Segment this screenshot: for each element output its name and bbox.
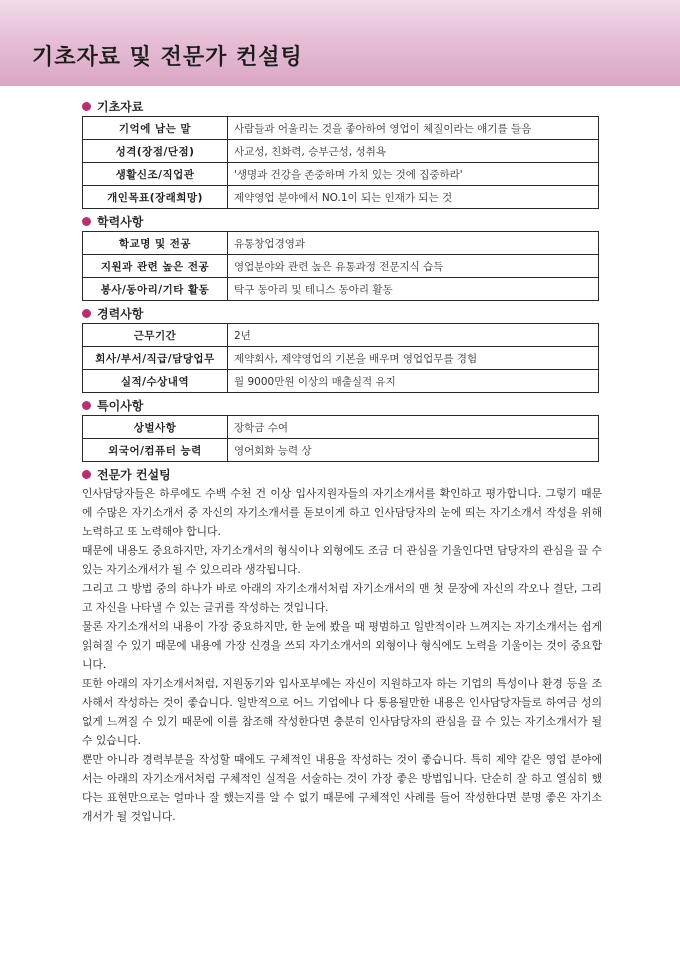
table-row [83, 186, 599, 209]
row-label: 외국어/컴퓨터 능력 [83, 439, 228, 462]
row-value: 사람들과 어울리는 것을 좋아하여 영업이 체질이라는 얘기를 들음 [228, 117, 599, 140]
section-title: 기초자료 [97, 99, 144, 114]
table-row [83, 324, 599, 347]
table-row [83, 347, 599, 370]
bullet-icon [82, 309, 91, 318]
table-row [83, 439, 599, 462]
table-row [83, 370, 599, 393]
bullet-icon [82, 102, 91, 111]
table-row [83, 140, 599, 163]
table-row [83, 163, 599, 186]
row-label: 학교명 및 전공 [83, 232, 228, 255]
consulting-text [82, 484, 602, 826]
row-label: 생활신조/직업관 [83, 163, 228, 186]
section-heading-education [82, 211, 602, 231]
section-heading-basic [82, 96, 602, 116]
bullet-icon [82, 217, 91, 226]
paragraph: 그리고 그 방법 중의 하나가 바로 아래의 자기소개서처럼 자기소개서의 맨 첫 문장에 자신의 각오나 결단, 그리고 자신을 나타낼 수 있는 글귀를 작성하는 것입니다. [82, 582, 602, 614]
page-header [0, 0, 680, 86]
row-value: 월 9000만원 이상의 매출실적 유지 [228, 370, 599, 393]
row-value: 제약영업 분야에서 NO.1이 되는 인재가 되는 것 [228, 186, 599, 209]
section-heading-consulting [82, 464, 602, 484]
basic-info-table [82, 116, 599, 209]
row-value: 탁구 동아리 및 테니스 동아리 활동 [228, 278, 599, 301]
document-body [82, 96, 602, 826]
page-title: 기초자료 및 전문가 컨설팅 [32, 45, 303, 70]
table-row [83, 416, 599, 439]
table-row [83, 232, 599, 255]
row-label: 지원과 관련 높은 전공 [83, 255, 228, 278]
bullet-icon [82, 401, 91, 410]
row-value: 사교성, 친화력, 승부근성, 성취욕 [228, 140, 599, 163]
section-heading-special [82, 395, 602, 415]
section-heading-career [82, 303, 602, 323]
row-label: 성격(장점/단점) [83, 140, 228, 163]
paragraph: 때문에 내용도 중요하지만, 자기소개서의 형식이나 외형에도 조금 더 관심을 기울인다면 담당자의 관심을 끌 수 있는 자기소개서가 될 수 있으리라 생각됩니다. [82, 544, 602, 576]
table-row [83, 255, 599, 278]
row-value: 장학금 수여 [228, 416, 599, 439]
table-row [83, 278, 599, 301]
career-table [82, 323, 599, 393]
section-title: 특이사항 [97, 398, 144, 413]
row-value: 영업분야와 관련 높은 유통과정 전문지식 습득 [228, 255, 599, 278]
table-row [83, 117, 599, 140]
paragraph: 인사담당자들은 하루에도 수백 수천 건 이상 입사지원자들의 자기소개서를 확인하고 평가합니다. 그렇기 때문에 수많은 자기소개서 중 자신의 자기소개서를 돋보이게 하고 인사담당자의 눈에 띄는 자기소개서 작성을 위해 노력하고 또 노력해야 합니다. [82, 487, 602, 538]
row-label: 근무기간 [83, 324, 228, 347]
row-value: 제약회사, 제약영업의 기본을 배우며 영업업무를 경험 [228, 347, 599, 370]
paragraph: 뿐만 아니라 경력부분을 작성할 때에도 구체적인 내용을 작성하는 것이 좋습니다. 특히 제약 같은 영업 분야에서는 아래의 자기소개서처럼 구체적인 실적을 서술하는 것이 가장 좋은 방법입니다. 단순히 잘 하고 열심히 했다는 표현만으로는 얼마나 잘 했는지를 알 수 없기 때문에 구체적인 사례를 들어 작성한다면 분명 좋은 자기소개서가 될 것입니다. [82, 753, 602, 823]
row-value: 영어회화 능력 상 [228, 439, 599, 462]
row-label: 기억에 남는 말 [83, 117, 228, 140]
special-table [82, 415, 599, 462]
row-value: 유통창업경영과 [228, 232, 599, 255]
bullet-icon [82, 470, 91, 479]
row-label: 실적/수상내역 [83, 370, 228, 393]
row-label: 상벌사항 [83, 416, 228, 439]
section-title: 학력사항 [97, 214, 144, 229]
row-label: 회사/부서/직급/담당업무 [83, 347, 228, 370]
section-title: 경력사항 [97, 306, 144, 321]
education-table [82, 231, 599, 301]
section-title: 전문가 컨설팅 [97, 467, 171, 482]
paragraph: 물론 자기소개서의 내용이 가장 중요하지만, 한 눈에 봤을 때 평범하고 일반적이라 느껴지는 자기소개서는 쉽게 읽혀질 수 있기 때문에 내용에 가장 신경을 쓰되 자기소개서의 외형이나 형식에도 노력을 기울이는 것이 중요합니다. [82, 620, 602, 671]
row-label: 봉사/동아리/기타 활동 [83, 278, 228, 301]
row-label: 개인목표(장래희망) [83, 186, 228, 209]
row-value: '생명과 건강을 존중하며 가치 있는 것에 집중하라' [228, 163, 599, 186]
row-value: 2년 [228, 324, 599, 347]
paragraph: 또한 아래의 자기소개서처럼, 지원동기와 입사포부에는 자신이 지원하고자 하는 기업의 특성이나 환경 등을 조사해서 작성하는 것이 좋습니다. 일반적으로 어느 기업에나 다 통용될만한 내용은 인사담당자들로 하여금 성의 없게 느껴질 수 있기 때문에 이를 참조해 작성한다면 충분히 인사담당자의 관심을 끌 수 있는 자기소개서가 될 수 있습니다. [82, 677, 602, 747]
